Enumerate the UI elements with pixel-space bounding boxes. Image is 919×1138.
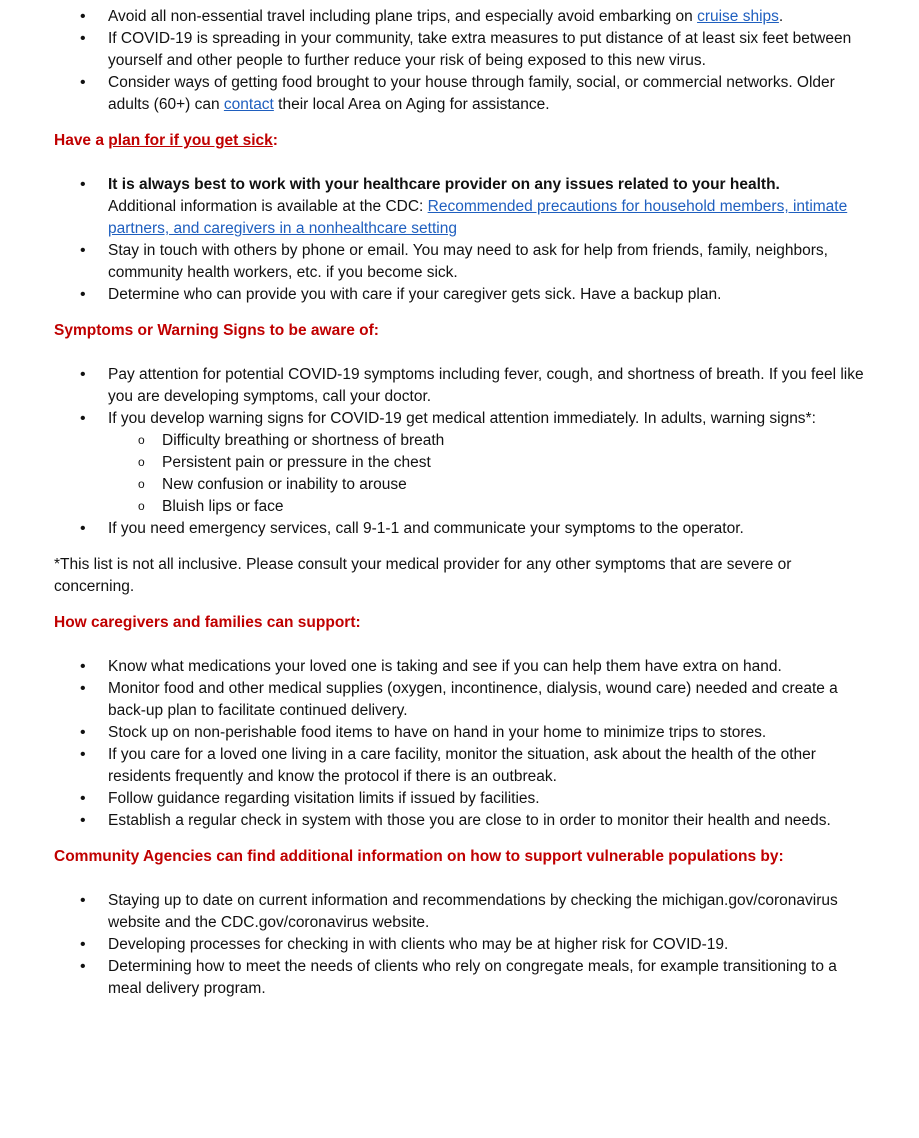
list-item: • Developing processes for checking in with clients who may be at higher risk for COVID-19. (54, 934, 869, 956)
warning-sign-item: o Persistent pain or pressure in the chest (54, 452, 869, 474)
list-item: • If you develop warning signs for COVID-19 get medical attention immediately. In adults, warning signs*: o Difficulty breathing or shortness of breath o Persistent pain or pressure in the chest o New confusion or inability to arouse o Bluish lips or face (54, 408, 869, 518)
plan-if-sick-link[interactable]: plan for if you get sick (108, 132, 273, 149)
caregivers-list (54, 656, 869, 832)
list-item: • Monitor food and other medical supplies (oxygen, incontinence, dialysis, wound care) needed and create a back-up plan to facilitate continued delivery. (54, 678, 869, 722)
list-item: • Establish a regular check in system with those you are close to in order to monitor their health and needs. (54, 810, 869, 832)
list-item: • If you care for a loved one living in a care facility, monitor the situation, ask about the health of the other residents frequently and know the protocol if there is an outbreak. (54, 744, 869, 788)
list-item: • Know what medications your loved one is taking and see if you can help them have extra on hand. (54, 656, 869, 678)
warning-sign-item: o New confusion or inability to arouse (54, 474, 869, 496)
list-item: • Follow guidance regarding visitation limits if issued by facilities. (54, 788, 869, 810)
list-item: • If COVID-19 is spreading in your community, take extra measures to put distance of at least six feet between yourself and other people to further reduce your risk of being exposed to this new virus. (54, 28, 869, 72)
list-item: • Staying up to date on current information and recommendations by checking the michigan.gov/coronavirus website and the CDC.gov/coronavirus website. (54, 890, 869, 934)
warning-sign-item: o Bluish lips or face (54, 496, 869, 518)
list-item: • Stay in touch with others by phone or email. You may need to ask for help from friends, family, neighbors, community health workers, etc. if you become sick. (54, 240, 869, 284)
caregivers-heading: How caregivers and families can support: (54, 614, 361, 631)
list-item: • Determine who can provide you with care if your caregiver gets sick. Have a backup plan. (54, 284, 869, 306)
list-item: • Determining how to meet the needs of clients who rely on congregate meals, for example transitioning to a meal delivery program. (54, 956, 869, 1000)
list-item: • If you need emergency services, call 9-1-1 and communicate your symptoms to the operator. (54, 518, 869, 540)
symptoms-list (54, 364, 869, 540)
symptoms-note: *This list is not all inclusive. Please consult your medical provider for any other symptoms that are severe or concerning. (54, 556, 792, 595)
warning-sign-item: o Difficulty breathing or shortness of breath (54, 430, 869, 452)
document-page (54, 6, 869, 1000)
cdc-precautions-link[interactable]: Recommended precautions for household members, intimate partners, and caregivers in a nonhealthcare setting (108, 198, 848, 237)
list-item: • Stock up on non-perishable food items to have on hand in your home to minimize trips to stores. (54, 722, 869, 744)
list-item: • It is always best to work with your healthcare provider on any issues related to your health. Additional information is available at the CDC: Recommended precautions for household members, intimate partners, and caregivers in a nonhealthcare setting (54, 174, 869, 240)
agencies-list (54, 890, 869, 1000)
list-item: • Consider ways of getting food brought to your house through family, social, or commercial networks. Older adults (60+) can contact their local Area on Aging for assistance. (54, 72, 869, 116)
warning-signs-list (108, 430, 869, 518)
list-item: • Avoid all non-essential travel including plane trips, and especially avoid embarking on cruise ships. (54, 6, 869, 28)
symptoms-heading: Symptoms or Warning Signs to be aware of: (54, 322, 379, 339)
plan-list (54, 174, 869, 306)
plan-heading: Have a plan for if you get sick: (54, 132, 278, 149)
list-item: • Pay attention for potential COVID-19 symptoms including fever, cough, and shortness of breath. If you feel like you are developing symptoms, call your doctor. (54, 364, 869, 408)
agencies-heading: Community Agencies can find additional information on how to support vulnerable populations by: (54, 848, 784, 865)
cruise-ships-link[interactable]: cruise ships (697, 8, 779, 25)
contact-link[interactable]: contact (223, 96, 274, 113)
travel-list (54, 6, 869, 116)
